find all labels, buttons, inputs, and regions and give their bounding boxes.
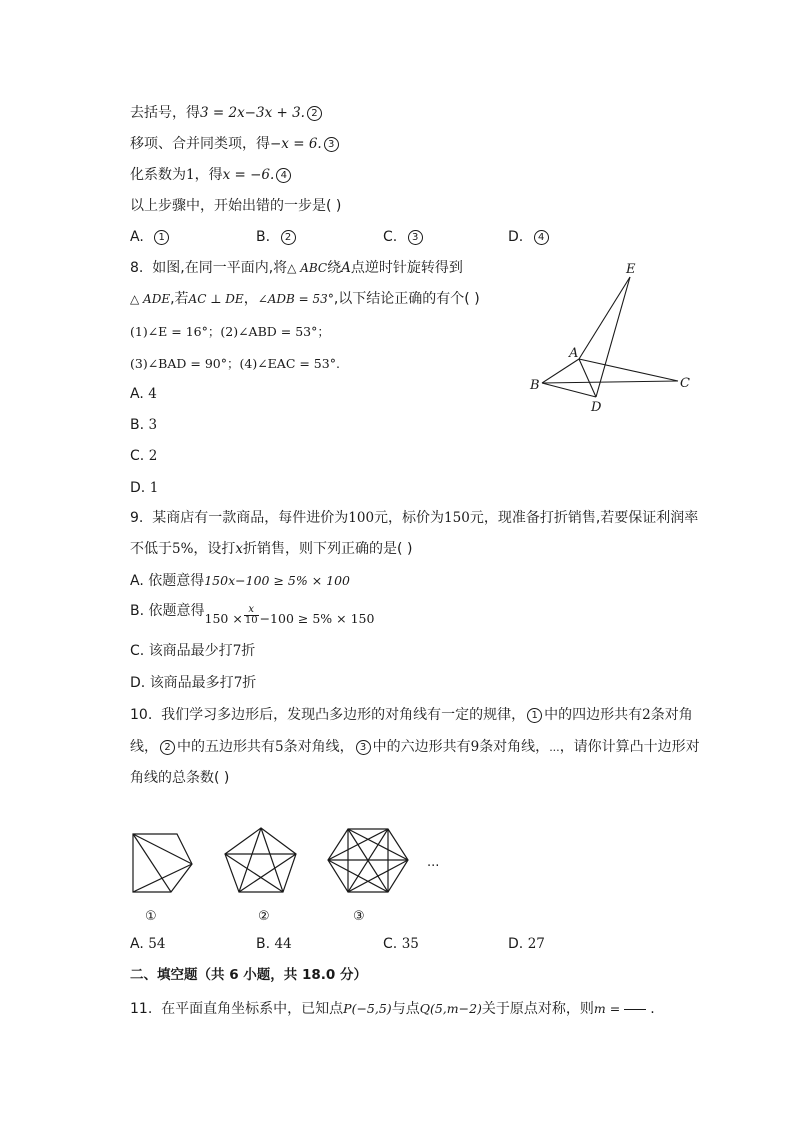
- q11-text-b: 与点: [391, 1001, 420, 1017]
- option-letter: C.: [130, 643, 145, 659]
- q9-line2: [130, 539, 412, 559]
- q7-option-c[interactable]: [383, 227, 425, 247]
- q8-conditions-1-2: (1)∠E = 16°；(2)∠ABD = 53°；: [130, 324, 330, 339]
- q8-line2: [130, 289, 480, 309]
- option-math-pre: 150 ×: [204, 611, 243, 626]
- q10-option-d[interactable]: [508, 934, 545, 954]
- q10-line2: [130, 737, 700, 758]
- q7-option-d[interactable]: [508, 227, 551, 247]
- q7-step4-mid: ，得: [194, 167, 223, 183]
- q10-option-b[interactable]: [256, 934, 292, 954]
- q9-text-c: 元，现准备打折销售,若要保证利润率: [469, 510, 699, 526]
- hexagon: [328, 829, 408, 892]
- segment-ad: [579, 359, 596, 397]
- option-number: 7: [232, 643, 242, 659]
- q9-profit-rate: 5%: [172, 541, 194, 557]
- q10-line3: 角线的总条数( ): [130, 770, 230, 786]
- q8-text-a: 如图,在同一平面内,将: [152, 260, 288, 276]
- q10-option-a[interactable]: [130, 934, 165, 954]
- option-math: 150x−100 ≥ 5% × 100: [204, 573, 351, 588]
- option-text: 依题意得: [148, 573, 205, 589]
- label-d: D: [591, 400, 602, 415]
- option-letter: D.: [508, 936, 524, 952]
- q8-triangle-abc: △ ABC: [287, 261, 328, 275]
- option-letter: B.: [130, 603, 145, 619]
- q8-option-d[interactable]: [130, 478, 158, 498]
- q9-var-x: x: [235, 541, 244, 557]
- q9-text-a: 某商店有一款商品，每件进价为: [152, 510, 349, 526]
- q7-step4-one: 1: [186, 167, 195, 183]
- q7-step3-math: −x = 6.: [270, 136, 322, 152]
- q9-text-b: 元，标价为: [374, 510, 445, 526]
- q9-text-f: 折销售，则下列正确的是( ): [243, 541, 413, 557]
- circled-number: 3: [356, 740, 371, 755]
- option-value: 35: [401, 936, 419, 952]
- option-value: 44: [274, 936, 292, 952]
- q10-line1: [130, 705, 693, 725]
- option-letter: C.: [130, 448, 145, 464]
- q7-step2-circled-number: 2: [307, 106, 322, 121]
- q8-option-c[interactable]: [130, 446, 157, 466]
- option-value: 54: [148, 936, 166, 952]
- q10-text-h: 条对角线，: [479, 739, 550, 755]
- option-letter: D.: [130, 675, 146, 691]
- circled-number: 2: [160, 740, 175, 755]
- option-letter: A.: [130, 386, 144, 402]
- q8-angle-adb: ∠ADB = 53°: [257, 292, 334, 306]
- question-number: 11.: [130, 1001, 153, 1017]
- question-number: 9.: [130, 510, 144, 526]
- q11-text-c: 关于原点对称，则: [481, 1001, 594, 1017]
- option-letter: A.: [130, 573, 144, 589]
- question-number: 10.: [130, 707, 153, 723]
- q7-option-a[interactable]: [130, 227, 171, 247]
- q8-rotation-figure: [520, 255, 700, 420]
- q11-end: .: [650, 1001, 655, 1017]
- q11-point-p: P(−5,5): [343, 1001, 392, 1016]
- option-letter: C.: [383, 936, 398, 952]
- segment-ed: [596, 277, 630, 397]
- q7-step2: [130, 103, 324, 123]
- option-text: 依题意得: [148, 603, 205, 619]
- pentagon: [225, 828, 296, 892]
- option-value: 3: [148, 417, 158, 433]
- segment-bd: [542, 383, 596, 397]
- q7-step4: [130, 165, 293, 185]
- q10-text-c: 条对角: [650, 707, 693, 723]
- q10-text-i: ，请你计算凸十边形对: [559, 739, 700, 755]
- fraction-numerator: x: [244, 605, 259, 616]
- q8-option-b[interactable]: [130, 415, 157, 435]
- q10-text-b: 中的四边形共有: [544, 707, 643, 723]
- label-b: B: [530, 378, 540, 393]
- q9-option-b[interactable]: [130, 600, 375, 626]
- option-circled-number: 3: [408, 230, 423, 245]
- figure-label-3: ③: [353, 909, 365, 924]
- q10-option-c[interactable]: [383, 934, 419, 954]
- quadrilateral: [133, 834, 192, 892]
- option-number: 7: [233, 675, 243, 691]
- option-value: 27: [527, 936, 545, 952]
- q7-step2-label: 去括号，得: [130, 105, 200, 121]
- question-number: 8.: [130, 260, 144, 276]
- q7-step4-math: x = −6.: [222, 167, 275, 183]
- q8-line1: [130, 258, 463, 278]
- option-value: 1: [149, 480, 159, 496]
- q8-point-a: A: [341, 260, 351, 276]
- label-c: C: [680, 376, 690, 391]
- option-circled-number: 2: [281, 230, 296, 245]
- q10-count-9: 9: [470, 739, 480, 755]
- segment-ba: [542, 359, 579, 383]
- option-text: 该商品最多打: [149, 675, 234, 691]
- q9-option-d[interactable]: [130, 673, 256, 693]
- q8-text-d: ,若: [170, 291, 189, 307]
- option-letter: A.: [130, 229, 144, 245]
- option-fraction: [244, 605, 259, 626]
- segment-bc: [542, 381, 678, 383]
- label-e: E: [626, 262, 636, 277]
- circled-number: 1: [527, 708, 542, 723]
- option-value: 4: [148, 386, 157, 402]
- q7-question: 以上步骤中，开始出错的一步是( ): [130, 198, 342, 214]
- option-letter: D.: [508, 229, 524, 245]
- q9-line1: [130, 508, 698, 528]
- q8-conditions-3-4: (3)∠BAD = 90°；(4)∠EAC = 53°.: [130, 356, 340, 371]
- q11-m-equals: m =: [593, 1001, 621, 1016]
- q9-option-c[interactable]: [130, 641, 255, 661]
- q7-option-b[interactable]: [256, 227, 298, 247]
- q7-step4-circled-number: 4: [276, 168, 291, 183]
- option-letter: B.: [130, 417, 145, 433]
- q9-cost: 100: [348, 510, 375, 526]
- option-circled-number: 1: [154, 230, 169, 245]
- q9-text-d: 不低于: [130, 541, 172, 557]
- q8-text-b: 绕: [327, 260, 342, 276]
- q10-polygons-figure: [125, 822, 455, 927]
- segment-ea: [579, 277, 630, 359]
- q8-text-c: 点逆时针旋转得到: [350, 260, 463, 276]
- q7-step4-label: 化系数为: [130, 167, 186, 183]
- segment-ac: [579, 359, 678, 381]
- figure-label-1: ①: [145, 909, 157, 924]
- q10-text-e: 中的五边形共有: [177, 739, 275, 755]
- q10-dots: ...: [549, 741, 560, 754]
- q11-text-a: 在平面直角坐标系中，已知点: [161, 1001, 344, 1017]
- q11-line: [130, 999, 655, 1019]
- q10-count-5: 5: [275, 739, 284, 755]
- option-text-end: 折: [241, 643, 256, 659]
- q8-perpendicular: AC ⊥ DE: [188, 292, 244, 306]
- q10-text-f: 条对角线，: [283, 739, 354, 755]
- option-text-end: 折: [242, 675, 257, 691]
- q8-triangle-ade: △ ADE: [130, 292, 171, 306]
- option-value: 2: [148, 448, 158, 464]
- q7-step3-circled-number: 3: [324, 137, 339, 152]
- section-heading: 二、填空题（共 6 小题，共 18.0 分）: [130, 967, 368, 983]
- q10-count-2: 2: [642, 707, 651, 723]
- q11-point-q: Q(5,m−2): [419, 1001, 482, 1016]
- q7-step2-math: 3 = 2x−3x + 3.: [200, 105, 305, 121]
- option-letter: A.: [130, 936, 144, 952]
- q10-text-g: 中的六边形共有: [372, 739, 471, 755]
- option-letter: B.: [256, 936, 271, 952]
- q9-text-e: ，设打: [193, 541, 236, 557]
- option-math-post: −100 ≥ 5% × 150: [259, 611, 375, 626]
- q8-option-a[interactable]: [130, 384, 157, 404]
- q10-text-d: 线，: [130, 739, 158, 755]
- q7-step3-label: 移项、合并同类项，得: [130, 136, 270, 152]
- q8-text-f: ,以下结论正确的有个( ): [333, 291, 480, 307]
- q7-step3: [130, 134, 341, 154]
- option-letter: B.: [256, 229, 271, 245]
- figure-ellipsis: ···: [427, 859, 440, 874]
- figure-label-2: ②: [258, 909, 270, 924]
- q9-price: 150: [444, 510, 470, 526]
- q9-option-a[interactable]: [130, 571, 350, 591]
- option-letter: C.: [383, 229, 398, 245]
- option-text: 该商品最少打: [148, 643, 233, 659]
- fraction-denominator: 10: [244, 614, 258, 626]
- q8-text-e: ，: [243, 291, 258, 307]
- q10-text-a: 我们学习多边形后，发现凸多边形的对角线有一定的规律，: [161, 707, 526, 723]
- option-letter: D.: [130, 480, 146, 496]
- label-a: A: [569, 346, 579, 361]
- answer-blank[interactable]: [624, 1009, 646, 1010]
- option-circled-number: 4: [534, 230, 549, 245]
